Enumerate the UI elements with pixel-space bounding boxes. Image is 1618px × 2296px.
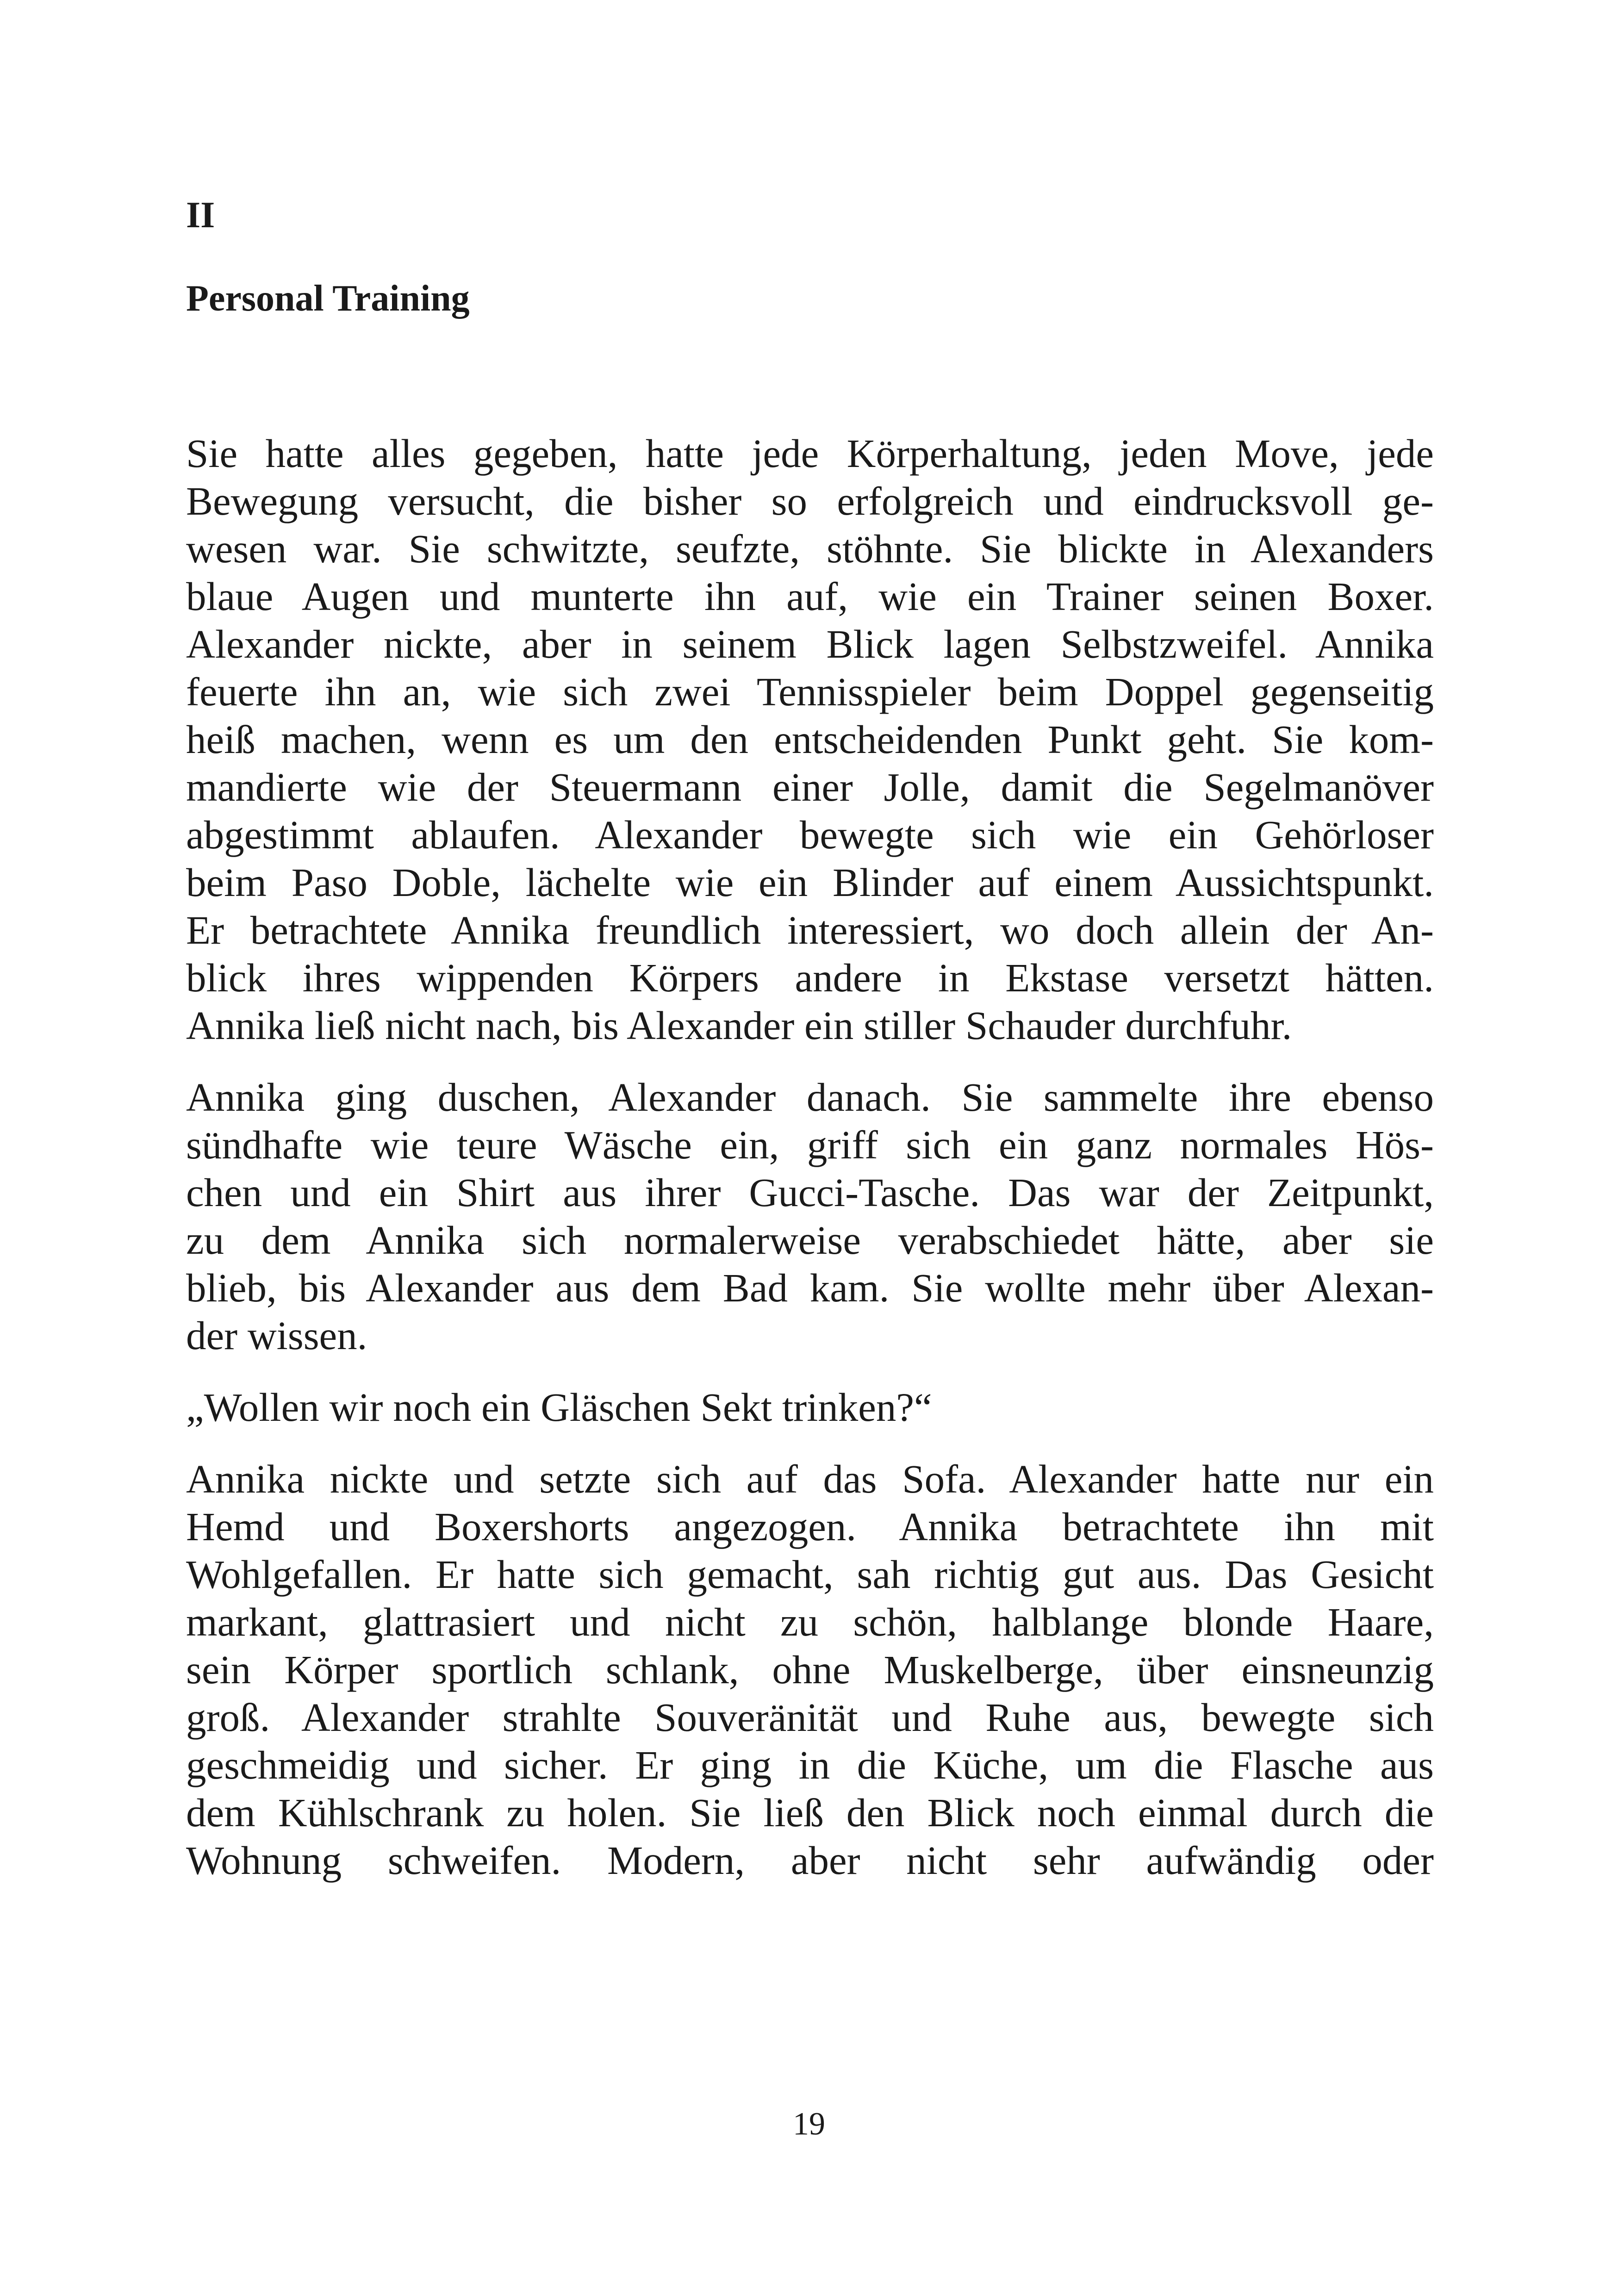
text-line: Bewegung versucht, die bisher so erfolgreich und eindrucksvoll ge- <box>186 479 1434 523</box>
text-line: blieb, bis Alexander aus dem Bad kam. Sie wollte mehr über Alexan- <box>186 1265 1434 1310</box>
text-line: abgestimmt ablaufen. Alexander bewegte sich wie ein Gehörloser <box>186 812 1434 857</box>
paragraph <box>186 1455 1434 1884</box>
text-line: sündhafte wie teure Wäsche ein, griff sich ein ganz normales Hös- <box>186 1122 1434 1167</box>
text-line: Annika ging duschen, Alexander danach. Sie sammelte ihre ebenso <box>186 1075 1434 1120</box>
text-line: „Wollen wir noch ein Gläschen Sekt trinken?“ <box>186 1385 932 1430</box>
text-line: Alexander nickte, aber in seinem Blick lagen Selbstzweifel. Annika <box>186 622 1434 666</box>
text-line: Annika nickte und setzte sich auf das Sofa. Alexander hatte nur ein <box>186 1456 1434 1501</box>
text-line: groß. Alexander strahlte Souveränität und Ruhe aus, bewegte sich <box>186 1695 1434 1740</box>
text-line: zu dem Annika sich normalerweise verabschiedet hätte, aber sie <box>186 1218 1434 1263</box>
text-line: markant, glattrasiert und nicht zu schön, halblange blonde Haare, <box>186 1599 1434 1644</box>
body-text <box>186 429 1434 1908</box>
paragraph <box>186 1073 1434 1359</box>
text-line: wesen war. Sie schwitzte, seufzte, stöhnte. Sie blickte in Alexanders <box>186 526 1434 571</box>
text-line: chen und ein Shirt aus ihrer Gucci-Tasche. Das war der Zeitpunkt, <box>186 1170 1434 1215</box>
paragraph <box>186 1383 1434 1431</box>
text-line: feuerte ihn an, wie sich zwei Tennisspieler beim Doppel gegenseitig <box>186 669 1434 714</box>
text-line: Wohlgefallen. Er hatte sich gemacht, sah richtig gut aus. Das Gesicht <box>186 1552 1434 1597</box>
text-line: heiß machen, wenn es um den entscheidenden Punkt geht. Sie kom- <box>186 717 1434 762</box>
paragraph <box>186 429 1434 1049</box>
text-line: sein Körper sportlich schlank, ohne Muskelberge, über einsneunzig <box>186 1647 1434 1692</box>
text-line: Hemd und Boxershorts angezogen. Annika betrachtete ihn mit <box>186 1504 1434 1549</box>
text-line: Sie hatte alles gegeben, hatte jede Körperhaltung, jeden Move, jede <box>186 431 1434 476</box>
text-line: Annika ließ nicht nach, bis Alexander ein stiller Schauder durchfuhr. <box>186 1003 1292 1048</box>
text-line: der wissen. <box>186 1313 367 1358</box>
chapter-number: II <box>186 195 215 236</box>
chapter-title: Personal Training <box>186 278 470 319</box>
text-line: blaue Augen und munterte ihn auf, wie ein Trainer seinen Boxer. <box>186 574 1434 619</box>
text-line: dem Kühlschrank zu holen. Sie ließ den Blick noch einmal durch die <box>186 1790 1434 1835</box>
text-line: beim Paso Doble, lächelte wie ein Blinder auf einem Aussichtspunkt. <box>186 860 1434 905</box>
text-line: Wohnung schweifen. Modern, aber nicht sehr aufwändig oder <box>186 1838 1434 1883</box>
text-line: mandierte wie der Steuermann einer Jolle, damit die Segelmanöver <box>186 765 1434 809</box>
text-line: blick ihres wippenden Körpers andere in Ekstase versetzt hätten. <box>186 955 1434 1000</box>
text-line: Er betrachtete Annika freundlich interessiert, wo doch allein der An- <box>186 908 1434 952</box>
text-line: geschmeidig und sicher. Er ging in die Küche, um die Flasche aus <box>186 1742 1434 1787</box>
page-number: 19 <box>793 2106 825 2142</box>
